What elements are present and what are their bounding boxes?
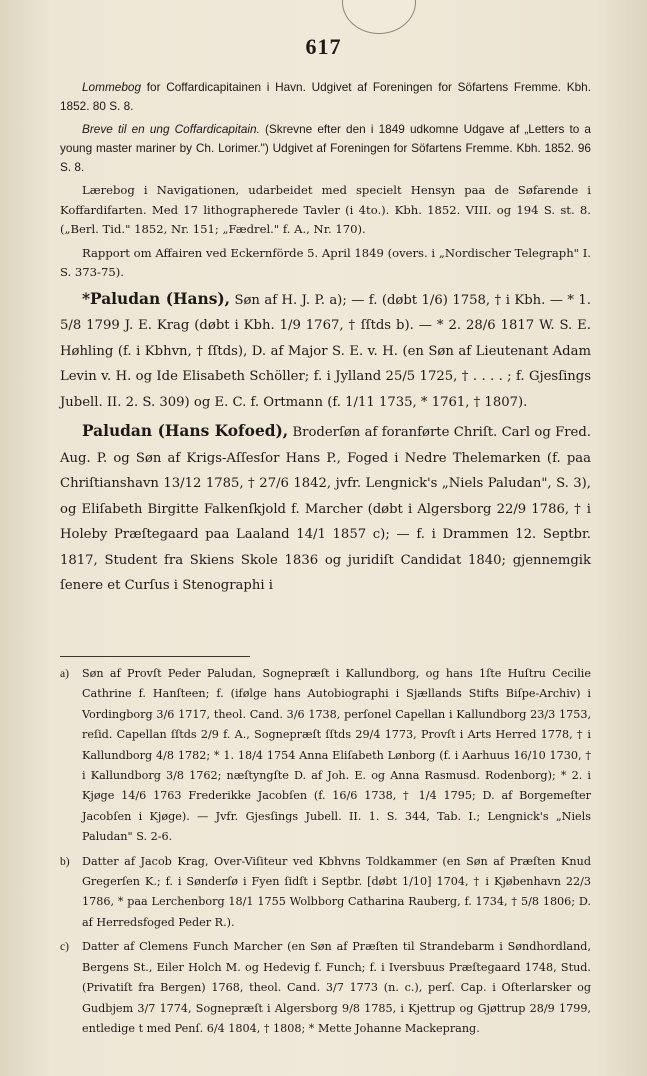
entry-breve-title: Breve til en ung Coffardicapitain.	[82, 122, 260, 136]
footnote-c-marker: c)	[60, 940, 70, 954]
footnote-a	[60, 664, 591, 848]
footnote-rule	[60, 656, 250, 657]
entry-paludan-hans	[60, 287, 591, 416]
entry-breve-text: (Skrevne efter den i 1849 udkomne Udgave af „Letters to a young master mariner by Ch. Lorimer.") Udgivet af Foreningen for Söfartens Fremme. Kbh. 1852. 96 S. 8.	[60, 122, 591, 174]
entry-lommebog-text: for Coffardicapitainen i Havn. Udgivet af Foreningen for Söfartens Fremme. Kbh. 1852. 80 S. 8.	[60, 80, 591, 113]
page-notch	[342, 0, 416, 34]
footnote-c-text: Datter af Clemens Funch Marcher (en Søn af Præſten til Strandebarm i Søndhordland, Bergens St., Eiler Holch M. og Hedevig f. Funch; f. i Iversbuus Præſtegaard 1748, Stud. (Privatiſt fra Bergen) 1768, theol. Cand. 3/7 1773 (n. c.), perſ. Cap. i Oſterlarsker og Gudbjem 3/7 1774, Sognepræſt i Algersborg 9/8 1785, i Kjettrup og Gjøttrup 28/9 1799, entledige t med Penſ. 6/4 1804, † 1808; * Mette Johanne Mackeprang.	[82, 940, 591, 1035]
entry-rapport: Rapport om Affairen ved Eckernförde 5. April 1849 (overs. i „Nordischer Telegraph" I. S. 373-75).	[60, 245, 591, 280]
entry-paludan-hans-kofoed-text: Broderſøn af foranførte Chriſt. Carl og Fred. Aug. P. og Søn af Krigs-Aſſesſor Hans P., Foged i Nedre Thelemarken (f. paa Chriſtianshavn 13/12 1785, † 27/6 1842, jvfr. Lengnick's „Niels Paludan", S. 3), og Eliſabeth Birgitte Falkenſkjold f. Marcher (døbt i Algersborg 22/9 1786, † i Holeby Præſtegaard paa Laaland 14/1 1857 c); — f. i Drammen 12. Septbr. 1817, Student fra Skiens Skole 1836 og juridiſt Candidat 1840; gjennemgik ſenere et Curſus i Stenographi i	[60, 425, 591, 593]
footnote-b-text: Datter af Jacob Krag, Over-Viſiteur ved Kbhvns Toldkammer (en Søn af Præſten Knud Gregerſen K.; f. i Sønderſø i Fyen ſidſt i Septbr. [døbt 1/10] 1704, † i Kjøbenhavn 22/3 1786, * paa Lerchenborg 18/1 1755 Wolbborg Catharina Rauberg, f. 1734, † 5/8 1806; D. af Herredsfoged Peder R.).	[82, 854, 591, 929]
entry-lommebog	[60, 78, 591, 116]
entry-lommebog-title: Lommebog	[82, 80, 142, 94]
footnote-c	[60, 937, 591, 1039]
entry-laerebog: Lærebog i Navigationen, udarbeidet med specielt Hensyn paa de Søfarende i Koffardifarten. Med 17 lithographerede Tavler (i 4to.). Kbh. 1852. VIII. og 194 S. st. 8. („Berl. Tid." 1852, Nr. 151; „Fædrel." f. A., Nr. 170).	[60, 183, 591, 237]
entry-paludan-hans-kofoed	[60, 419, 591, 598]
footnote-a-marker: a)	[60, 667, 70, 680]
page-number: 617	[305, 34, 342, 59]
footnote-b	[60, 852, 591, 934]
entry-breve	[60, 120, 591, 177]
footnote-b-marker: b)	[60, 854, 70, 868]
footnotes	[60, 664, 591, 1043]
entry-paludan-hans-head: *Paludan (Hans),	[82, 289, 231, 308]
main-text	[60, 78, 591, 602]
entry-paludan-hans-kofoed-head: Paludan (Hans Kofoed),	[82, 422, 289, 441]
footnote-a-text: Søn af Provſt Peder Paludan, Sognepræſt i Kallundborg, og hans 1ſte Huſtru Cecilie Cathrine f. Hanſteen; f. (ifølge hans Autobiographi i Sjællands Stifts Biſpe-Archiv) i Vordingborg 3/6 1717, theol. Cand. 3/6 1738, perſonel Capellan i Kallundborg 23/3 1753, reſid. Capellan ſſtds 2/9 f. A., Sognepræſt ſſtds 29/4 1773, Provſt i Arts Herred 1778, † i Kallundborg 4/8 1782; * 1. 18/4 1754 Anna Eliſabeth Lønborg (f. i Aarhuus 16/10 1730, † i Kallundborg 3/8 1762; næſtyngſte D. af Joh. E. og Anna Rasmusd. Rodenborg); * 2. i Kjøge 14/6 1763 Frederikke Jacobſen (f. 16/6 1738, † 1/4 1795; D. af Borgemeſter Jacobſen i Kjøge). — Jvfr. Gjesſings Jubell. II. 1. S. 344, Tab. I.; Lengnick's „Niels Paludan" S. 2-6.	[82, 667, 591, 844]
entry-paludan-hans-text: Søn af H. J. P. a); — f. (døbt 1/6) 1758, † i Kbh. — * 1. 5/8 1799 J. E. Krag (døbt i Kbh. 1/9 1767, † ſſtds b). — * 2. 28/6 1817 W. S. E. Høhling (f. i Kbhvn, † ſſtds), D. af Major S. E. v. H. (en Søn af Lieutenant Adam Levin v. H. og Ide Elisabeth Schöller; f. i Jylland 25/5 1725, † . . . . ; f. Gjesſings Jubell. II. 2. S. 309) og E. C. f. Ortmann (f. 1/11 1735, * 1761, † 1807).	[60, 292, 591, 410]
